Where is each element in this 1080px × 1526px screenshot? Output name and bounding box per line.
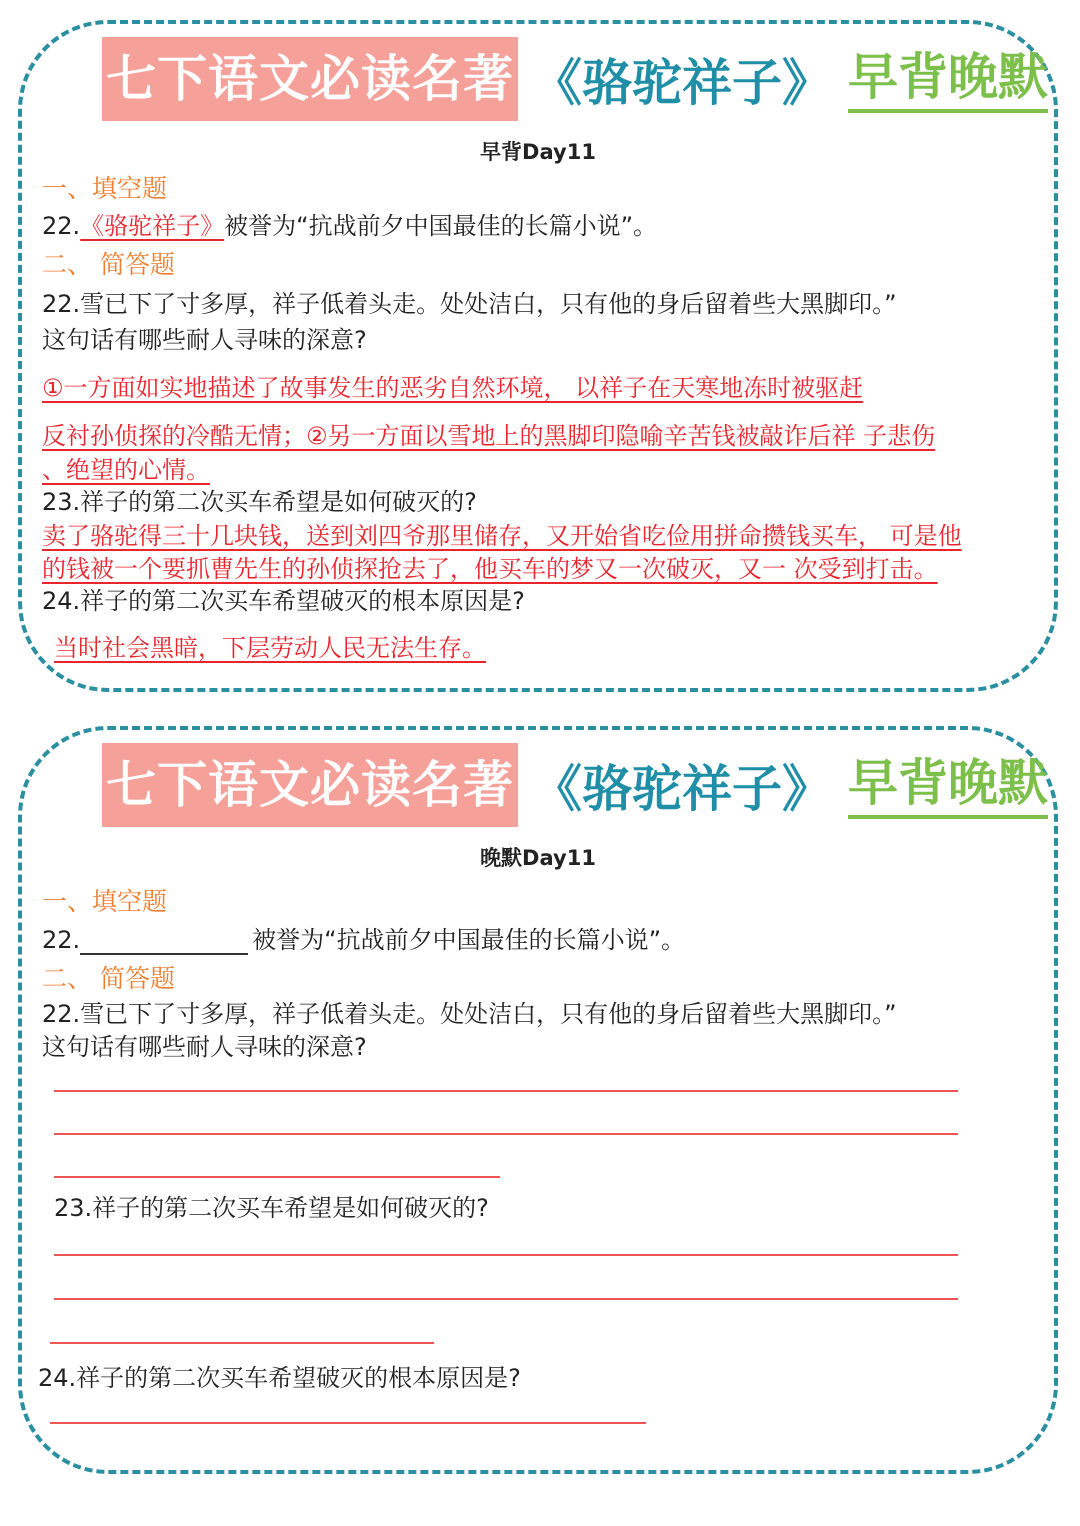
morning-q23-answer-line2: 的钱被一个要抓曹先生的孙侦探抢去了，他买车的梦又一次破灭，又一 次受到打击。 <box>42 555 938 583</box>
answer-line[interactable] <box>50 1342 434 1344</box>
q22-fill-text: 被誉为“抗战前夕中国最佳的长篇小说”。 <box>252 926 686 954</box>
morning-q23: 23.祥子的第二次买车希望是如何破灭的? <box>42 488 477 516</box>
morning-header <box>102 37 1048 121</box>
answer-line[interactable] <box>54 1133 958 1135</box>
evening-q23: 23.祥子的第二次买车希望是如何破灭的? <box>54 1194 489 1222</box>
morning-card <box>18 20 1058 692</box>
evening-day-label: 晚默Day11 <box>480 846 596 870</box>
morning-q23-answer-line1: 卖了骆驼得三十几块钱，送到刘四爷那里储存，又开始省吃俭用拼命攒钱买车， 可是他 <box>42 522 962 550</box>
book-title: 《骆驼祥子》 <box>532 54 832 112</box>
morning-day-label: 早背Day11 <box>480 140 596 164</box>
morning-section-fill: 一、填空题 <box>42 174 168 203</box>
answer-line[interactable] <box>54 1298 958 1300</box>
answer-line[interactable] <box>50 1422 646 1424</box>
morning-q22-fill <box>42 206 657 241</box>
morning-q24-answer: 当时社会黑暗，下层劳动人民无法生存。 <box>54 634 486 662</box>
q22-fill-text: 被誉为“抗战前夕中国最佳的长篇小说”。 <box>224 212 658 240</box>
series-title: 早背晚默 <box>848 751 1048 819</box>
q22-fill-blank[interactable] <box>80 927 248 955</box>
answer-line[interactable] <box>54 1176 500 1178</box>
q22-fill-answer: 《骆驼祥子》 <box>80 212 225 240</box>
q22-fill-number: 22. <box>42 212 81 240</box>
answer-line[interactable] <box>54 1090 958 1092</box>
answer-line[interactable] <box>54 1254 958 1256</box>
morning-section-short: 二、 简答题 <box>42 250 175 279</box>
evening-q22-fill <box>42 920 685 955</box>
evening-header <box>102 743 1048 827</box>
grade-title: 七下语文必读名著 <box>102 37 518 121</box>
morning-q22-answer-line2: 反衬孙侦探的冷酷无情；②另一方面以雪地上的黑脚印隐喻辛苦钱被敲诈后祥 子悲伤 <box>42 422 936 450</box>
series-title: 早背晚默 <box>848 45 1048 113</box>
evening-q22-line1: 22.雪已下了寸多厚，祥子低着头走。处处洁白，只有他的身后留着些大黑脚印。” <box>42 1000 897 1028</box>
evening-q24: 24.祥子的第二次买车希望破灭的根本原因是? <box>38 1364 521 1392</box>
q22-fill-number: 22. <box>42 926 81 954</box>
morning-q22-answer-line1: ①一方面如实地描述了故事发生的恶劣自然环境， 以祥子在天寒地冻时被驱赶 <box>42 374 864 402</box>
morning-q22-answer-line3: 、绝望的心情。 <box>42 456 210 484</box>
morning-q22-line1: 22.雪已下了寸多厚，祥子低着头走。处处洁白，只有他的身后留着些大黑脚印。” <box>42 290 897 318</box>
grade-title: 七下语文必读名著 <box>102 743 518 827</box>
book-title: 《骆驼祥子》 <box>532 760 832 818</box>
evening-section-short: 二、 简答题 <box>42 964 175 993</box>
evening-card <box>18 726 1058 1474</box>
morning-q22-line2: 这句话有哪些耐人寻味的深意? <box>42 326 367 354</box>
evening-section-fill: 一、填空题 <box>42 887 168 916</box>
morning-q24: 24.祥子的第二次买车希望破灭的根本原因是? <box>42 587 525 615</box>
evening-q22-line2: 这句话有哪些耐人寻味的深意? <box>42 1033 367 1061</box>
